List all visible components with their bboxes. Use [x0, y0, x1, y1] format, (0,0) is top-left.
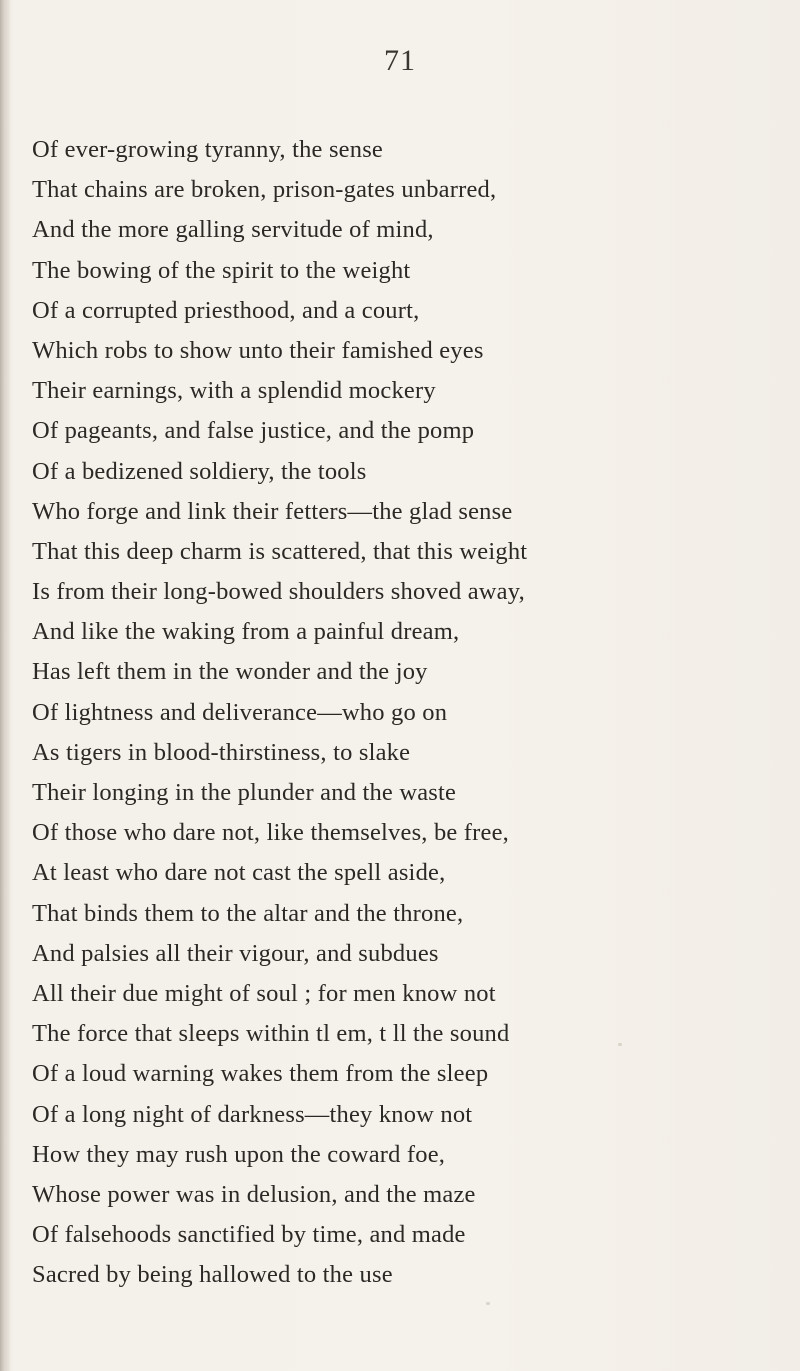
poem-line: Of lightness and deliverance—who go on — [32, 698, 448, 726]
poem-line: All their due might of soul ; for men know not — [32, 979, 496, 1007]
poem-line: Has left them in the wonder and the joy — [32, 658, 428, 686]
poem-line: Of a loud warning wakes them from the sleep — [32, 1060, 489, 1088]
poem-line: Of ever-growing tyranny, the sense — [32, 136, 384, 163]
poem-line: And the more galling servitude of mind, — [32, 216, 434, 244]
poem-line: Their earnings, with a splendid mockery — [32, 377, 436, 405]
poem-line: How they may rush upon the coward foe, — [32, 1140, 446, 1168]
poem-line: Of those who dare not, like themselves, be free, — [32, 819, 509, 847]
poem-line: At least who dare not cast the spell aside, — [32, 859, 446, 887]
page-gutter — [0, 0, 10, 1371]
poem-line: Of pageants, and false justice, and the pomp — [32, 417, 475, 445]
paper-speck — [486, 1302, 490, 1305]
paper-speck — [618, 1043, 622, 1046]
poem-line: That binds them to the altar and the throne, — [32, 899, 464, 927]
poem-line: Of falsehoods sanctified by time, and made — [32, 1221, 466, 1249]
poem-line: Of a bedizened soldiery, the tools — [32, 457, 367, 485]
poem-line: Sacred by being hallowed to the use — [32, 1261, 393, 1289]
poem-line: Who forge and link their fetters—the glad sense — [32, 497, 513, 525]
poem-line: Which robs to show unto their famished eyes — [32, 336, 484, 364]
poem-line: As tigers in blood-thirstiness, to slake — [32, 738, 411, 766]
poem-line: And palsies all their vigour, and subdues — [32, 939, 439, 967]
poem-line: The force that sleeps within tl em, t ll the sound — [32, 1020, 510, 1048]
page-number: 71 — [384, 44, 416, 77]
poem-line: Whose power was in delusion, and the maze — [32, 1180, 476, 1208]
poem-line: That this deep charm is scattered, that this weight — [32, 537, 528, 565]
poem-line: The bowing of the spirit to the weight — [32, 256, 411, 284]
poem-text — [32, 130, 527, 1295]
poem-line: Is from their long-bowed shoulders shoved away, — [32, 578, 525, 606]
poem-line: Of a corrupted priesthood, and a court, — [32, 296, 420, 324]
poem-line: Of a long night of darkness—they know not — [32, 1100, 473, 1128]
poem-line: Their longing in the plunder and the waste — [32, 779, 457, 806]
poem-line: And like the waking from a painful dream, — [32, 618, 460, 646]
poem-line: That chains are broken, prison-gates unbarred, — [32, 176, 497, 204]
